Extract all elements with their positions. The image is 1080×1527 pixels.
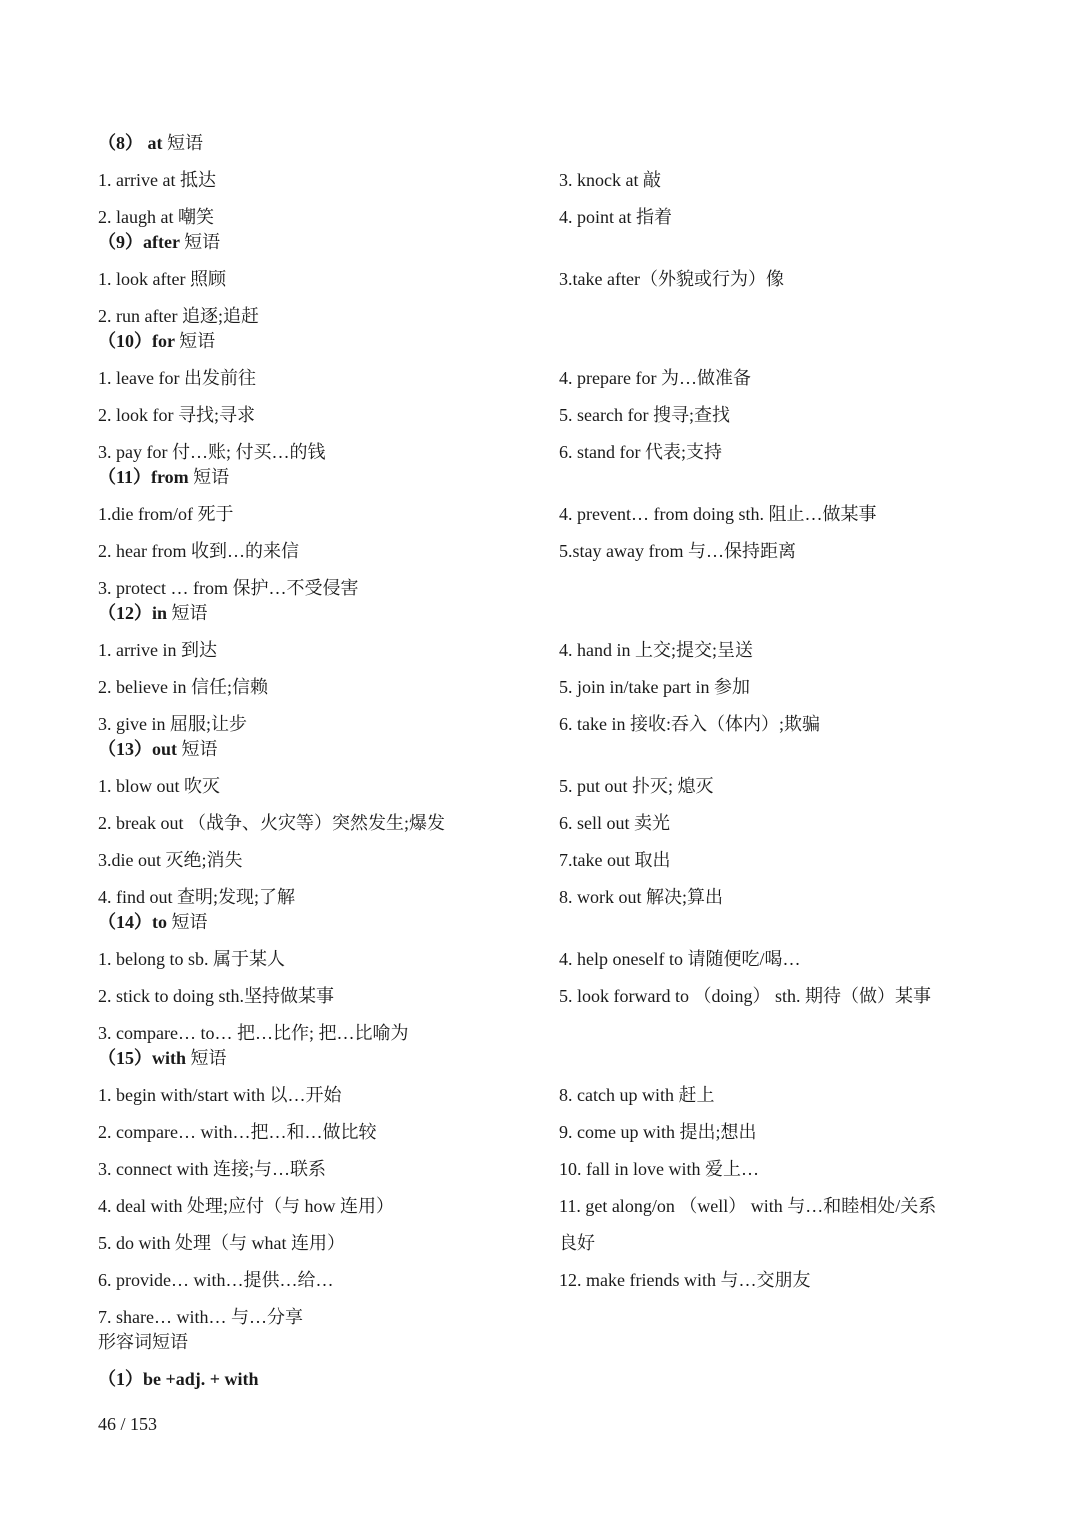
list-item: 4. prepare for 为…做准备 [559,368,751,388]
list-item: 1. arrive in 到达 [98,640,217,660]
list-item: 2. break out （战争、火灾等）突然发生;爆发 [98,813,445,833]
adjective-phrases-title: 形容词短语 [98,1332,188,1352]
list-item: 4. help oneself to 请随便吃/喝… [559,949,801,969]
list-item: 3. connect with 连接;与…联系 [98,1159,326,1179]
list-item: 3.take after（外貌或行为）像 [559,269,784,289]
list-item: 8. work out 解决;算出 [559,887,723,907]
list-item: 4. hand in 上交;提交;呈送 [559,640,753,660]
list-item: 1. look after 照顾 [98,269,226,289]
list-item: 7. share… with… 与…分享 [98,1307,303,1327]
list-item: 2. run after 追逐;追赶 [98,306,259,326]
list-item: 5. join in/take part in 参加 [559,677,750,697]
section-heading: （13）out 短语 [98,739,218,759]
list-item: 5. do with 处理（与 what 连用） [98,1233,345,1253]
list-item: 4. find out 查明;发现;了解 [98,887,295,907]
list-item: 1. leave for 出发前往 [98,368,256,388]
list-item: 2. laugh at 嘲笑 [98,207,214,227]
list-item: 11. get along/on （well） with 与…和睦相处/关系 [559,1196,937,1216]
list-item: 4. point at 指着 [559,207,672,227]
list-item: 4. prevent… from doing sth. 阻止…做某事 [559,504,877,524]
list-item: 6. take in 接收:吞入（体内）;欺骗 [559,714,820,734]
list-item: 2. hear from 收到…的来信 [98,541,299,561]
section-heading: （12）in 短语 [98,603,208,623]
list-item: 10. fall in love with 爱上… [559,1159,759,1179]
list-item: 2. look for 寻找;寻求 [98,405,255,425]
list-item: 2. stick to doing sth.坚持做某事 [98,986,335,1006]
list-item: 5. put out 扑灭; 熄灭 [559,776,714,796]
list-item: 3. pay for 付…账; 付买…的钱 [98,442,326,462]
list-item: 1.die from/of 死于 [98,504,234,524]
list-item: 2. believe in 信任;信赖 [98,677,268,697]
adjective-subheading: （1）be +adj. + with [98,1369,259,1389]
list-item: 3. protect … from 保护…不受侵害 [98,578,359,598]
section-heading: （15）with 短语 [98,1048,227,1068]
list-item: 9. come up with 提出;想出 [559,1122,757,1142]
list-item: 8. catch up with 赶上 [559,1085,715,1105]
section-heading: （8） at 短语 [98,133,203,153]
list-item: 12. make friends with 与…交朋友 [559,1270,811,1290]
list-item: 5.stay away from 与…保持距离 [559,541,796,561]
section-heading: （10）for 短语 [98,331,216,351]
list-item: 7.take out 取出 [559,850,671,870]
list-item: 4. deal with 处理;应付（与 how 连用） [98,1196,394,1216]
list-item: 5. search for 搜寻;查找 [559,405,730,425]
list-item: 3. knock at 敲 [559,170,661,190]
page-number: 46 / 153 [98,1414,158,1434]
section-heading: （14）to 短语 [98,912,208,932]
list-item: 2. compare… with…把…和…做比较 [98,1122,377,1142]
list-item: 6. provide… with…提供…给… [98,1270,334,1290]
list-item: 良好 [559,1233,595,1253]
list-item: 6. sell out 卖光 [559,813,670,833]
list-item: 3. compare… to… 把…比作; 把…比喻为 [98,1023,409,1043]
list-item: 5. look forward to （doing） sth. 期待（做）某事 [559,986,931,1006]
list-item: 6. stand for 代表;支持 [559,442,722,462]
list-item: 3.die out 灭绝;消失 [98,850,243,870]
list-item: 1. begin with/start with 以…开始 [98,1085,342,1105]
list-item: 1. blow out 吹灭 [98,776,221,796]
list-item: 1. arrive at 抵达 [98,170,216,190]
section-heading: （11）from 短语 [98,467,230,487]
list-item: 1. belong to sb. 属于某人 [98,949,285,969]
list-item: 3. give in 屈服;让步 [98,714,247,734]
section-heading: （9）after 短语 [98,232,221,252]
